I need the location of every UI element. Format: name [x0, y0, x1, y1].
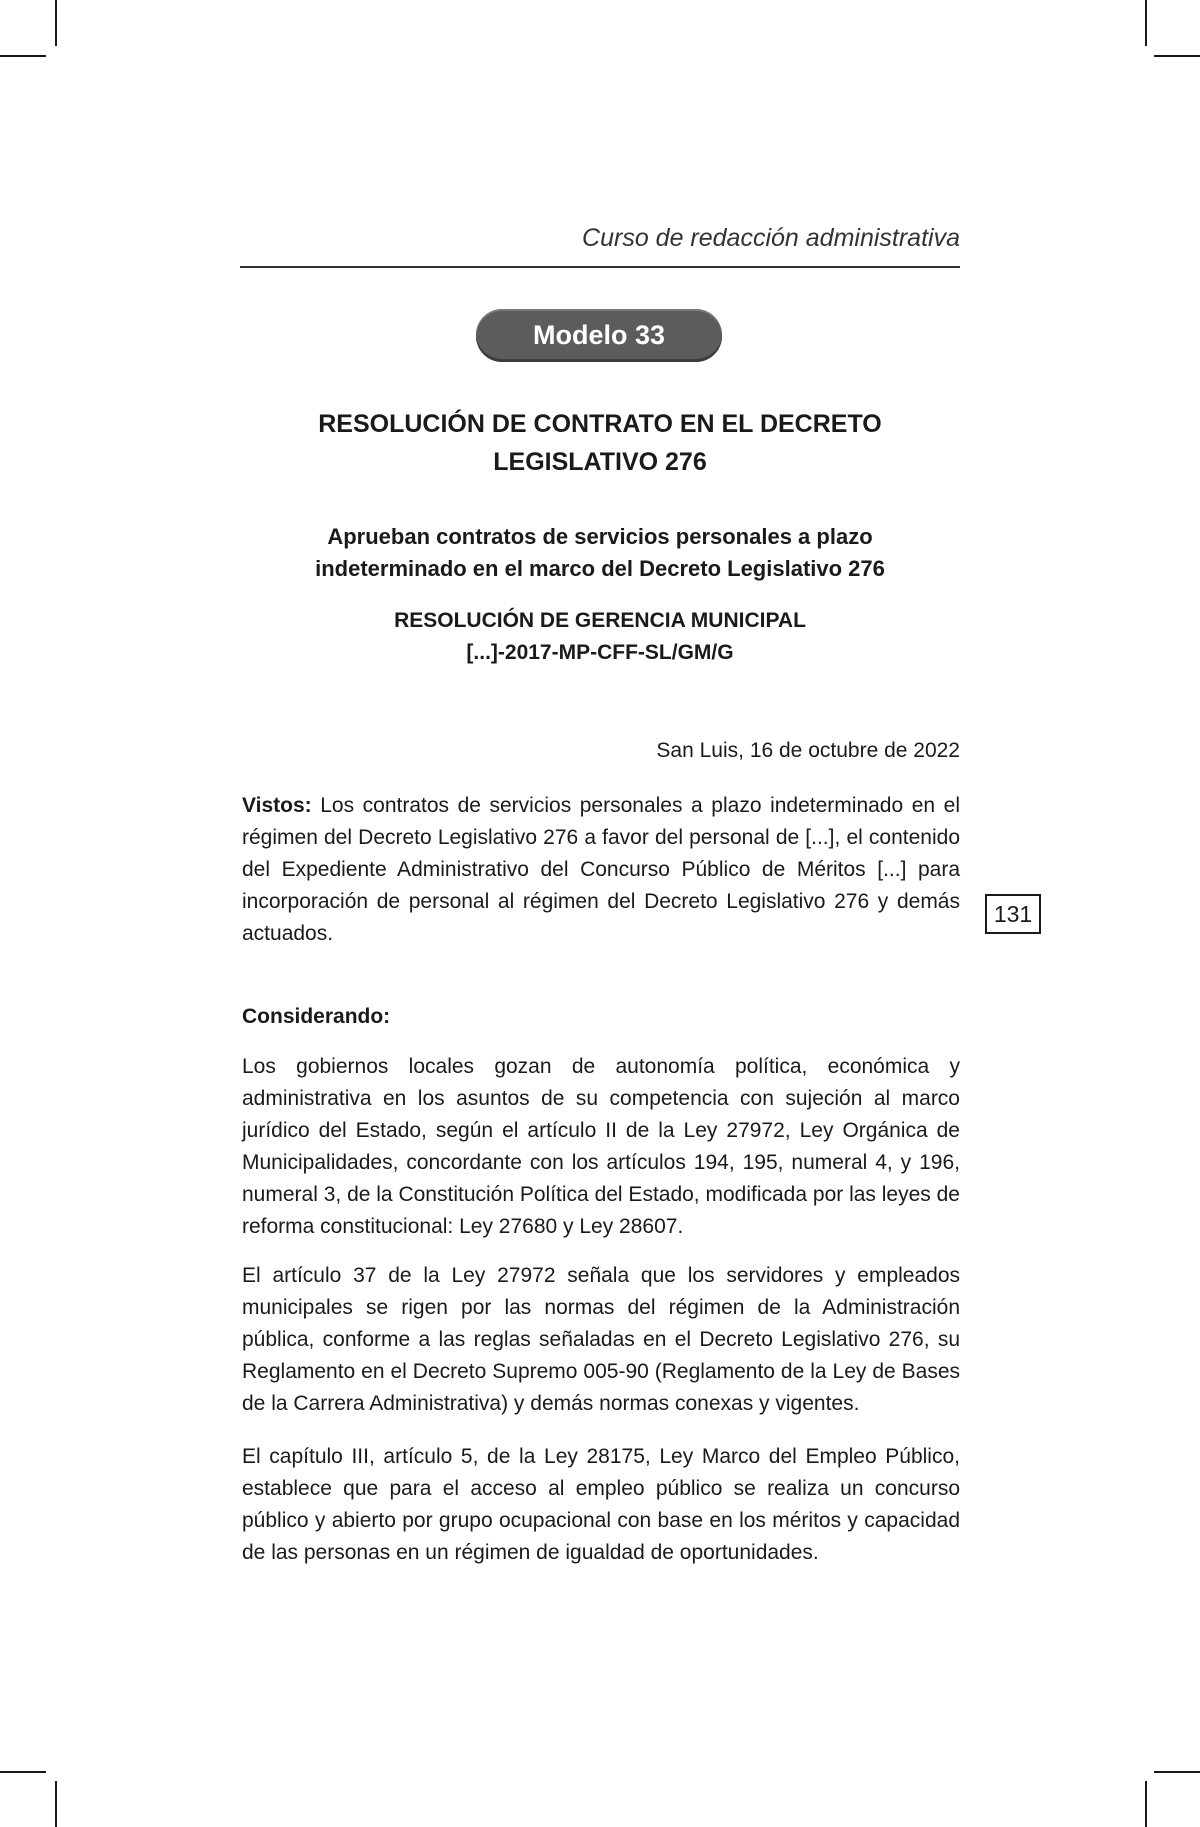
body-paragraph: El artículo 37 de la Ley 27972 señala que los servidores y empleados municipales se rigen por las normas del régimen de la Administración pública, conforme a las reglas señaladas en el Decreto Legislativo 276, su Reglamento en el Decreto Supremo 005-90 (Reglamento de la Ley de Bases de la Carrera Administrativa) y demás normas conexas y vigentes.	[242, 1264, 960, 1415]
crop-mark-top-left-horizontal	[0, 55, 46, 57]
document-subtitle	[240, 521, 960, 585]
crop-mark-bottom-left-horizontal	[0, 1771, 46, 1773]
subtitle-line: indeterminado en el marco del Decreto Legislativo 276	[315, 556, 885, 581]
subtitle-line: Aprueban contratos de servicios personales a plazo	[327, 524, 873, 549]
model-badge: Modelo 33	[476, 309, 722, 362]
crop-mark-top-right-vertical	[1145, 0, 1147, 46]
vistos-paragraph	[242, 790, 960, 950]
body-paragraph: El capítulo III, artículo 5, de la Ley 28175, Ley Marco del Empleo Público, establece que para el acceso al empleo público se realiza un concurso público y abierto por grupo ocupacional con base en los méritos y capacidad de las personas en un régimen de igualdad de oportunidades.	[242, 1445, 960, 1564]
place-date: San Luis, 16 de octubre de 2022	[656, 739, 960, 762]
body-paragraph: Los gobiernos locales gozan de autonomía política, económica y administrativa en los asuntos de su competencia con sujeción al marco jurídico del Estado, según el artículo II de la Ley 27972, Ley Orgánica de Municipalidades, concordante con los artículos 194, 195, numeral 4, y 196, numeral 3, de la Constitución Política del Estado, modificada por las leyes de reforma constitucional: Ley 27680 y Ley 28607.	[242, 1055, 960, 1238]
header-rule	[240, 266, 960, 268]
title-line: LEGISLATIVO 276	[493, 448, 707, 476]
resolution-line: [...]-2017-MP-CFF-SL/GM/G	[466, 641, 734, 664]
crop-mark-bottom-left-vertical	[55, 1781, 57, 1827]
resolution-line: RESOLUCIÓN DE GERENCIA MUNICIPAL	[394, 609, 806, 632]
crop-mark-bottom-right-horizontal	[1154, 1771, 1200, 1773]
crop-mark-top-left-vertical	[55, 0, 57, 46]
considerando-heading: Considerando:	[242, 1005, 391, 1028]
running-head: Curso de redacción administrativa	[582, 224, 960, 252]
vistos-text: Los contratos de servicios personales a plazo indeterminado en el régimen del Decreto Legislativo 276 a favor del personal de [...], el contenido del Expediente Administrativo del Concurso Público de Méritos [...] para incorporación de personal al régimen del Decreto Legislativo 276 y demás actuados.	[242, 794, 960, 945]
crop-mark-bottom-right-vertical	[1145, 1781, 1147, 1827]
document-title	[240, 405, 960, 481]
vistos-label: Vistos:	[242, 794, 312, 817]
crop-mark-top-right-horizontal	[1154, 55, 1200, 57]
page-number: 131	[985, 894, 1041, 934]
resolution-heading	[240, 605, 960, 669]
title-line: RESOLUCIÓN DE CONTRATO EN EL DECRETO	[318, 410, 882, 438]
